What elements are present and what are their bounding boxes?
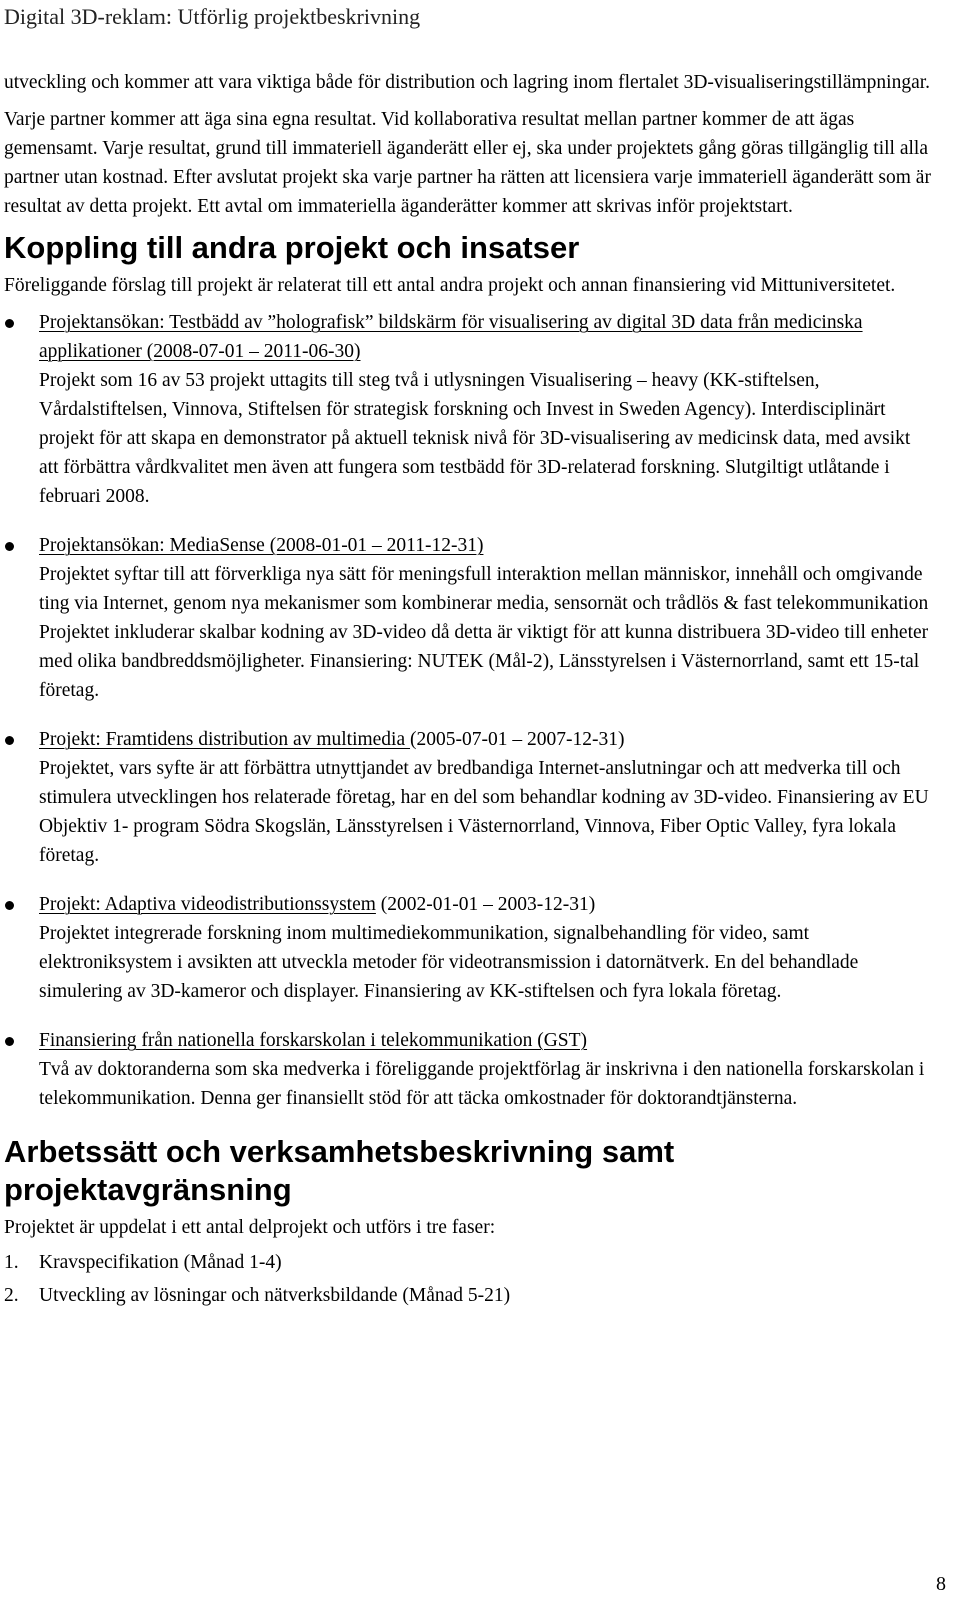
project-description: Projektet integrerade forskning inom multimediekommunikation, signalbehandling för video, samt elektroniksystem i avsikten att utveckla metoder för videotransmission i datornätverk. En del behandlade simulering av 3D-kameror och displayer. Finansiering av KK-stiftelsen och fyra lokala företag.: [39, 923, 859, 1002]
section-heading-related-projects: Koppling till andra projekt och insatser: [4, 230, 580, 265]
bullet-icon: [5, 319, 14, 328]
project-dates: (2005-07-01 – 2007-12-31): [410, 729, 625, 750]
phase-list: [4, 1248, 934, 1310]
bullet-icon: [5, 736, 14, 745]
phase-number: 2.: [4, 1285, 19, 1306]
list-item: [4, 531, 934, 705]
related-projects-list: [4, 308, 934, 1113]
project-description: Projekt som 16 av 53 projekt uttagits till steg två i utlysningen Visualisering – heavy (KK-stiftelsen, Vårdalstiftelsen, Vinnova, Stiftelsen för strategisk forskning och Invest in Sweden Agency). Interdisciplinärt projekt för att skapa en demonstrator på aktuell teknisk nivå för 3D-visualisering av medicinsk data, med avsikt att förbättra vårdkvalitet men även att fungera som testbädd för 3D-relaterad forskning. Slutgiltigt utlåtande i februari 2008.: [39, 370, 911, 507]
project-dates: (2002-01-01 – 2003-12-31): [375, 894, 596, 915]
phase-item: [4, 1248, 934, 1277]
list-item: [4, 1026, 934, 1113]
page-number: 8: [936, 1573, 946, 1595]
project-description: Projektet syftar till att förverkliga nya sätt för meningsfull interaktion mellan människor, innehåll och omgivande ting via Internet, genom nya mekanismer som kombinerar media, sensornät och trådlös & fast telekommunikation Projektet inkluderar skalbar kodning av 3D-video då detta är viktigt för att kunna distribuera 3D-video till enheter med olika bandbreddsmöjligheter. Finansiering: NUTEK (Mål-2), Länsstyrelsen i Västernorrland, samt ett 15-tal företag.: [39, 564, 929, 701]
project-description: Två av doktoranderna som ska medverka i föreliggande projektförlag är inskrivna i den nationella forskarskolan i telekommunikation. Denna ger finansiellt stöd för att täcka omkostnader för doktorandtjänsterna.: [39, 1059, 925, 1109]
project-description: Projektet, vars syfte är att förbättra utnyttjandet av bredbandiga Internet-anslutningar och att medverka till och stimulera utvecklingen hos relaterade företag, har en del som behandlar kodning av 3D-video. Finansiering av EU Objektiv 1- program Södra Skogslän, Länsstyrelsen i Västernorrland, Vinnova, Fiber Optic Valley, fyra lokala företag.: [39, 758, 929, 866]
section-heading-methodology: Arbetssätt och verksamhetsbeskrivning samt projektavgränsning: [4, 1134, 675, 1207]
intro-paragraph: utveckling och kommer att vara viktiga både för distribution och lagring inom flertalet 3D-visualiseringstillämpningar.: [4, 72, 931, 93]
rights-paragraph: Varje partner kommer att äga sina egna resultat. Vid kollaborativa resultat mellan partner kommer de att ägas gemensamt. Varje resultat, grund till immateriell äganderätt eller ej, ska under projektets gång göras tillgänglig till alla partner utan kostnad. Efter avslutat projekt ska varje partner ha rätten att licensiera varje immateriell äganderätt som är resultat av detta projekt. Ett avtal om immateriella äganderätter kommer att skrivas inför projektstart.: [4, 109, 931, 217]
bullet-icon: [5, 1037, 14, 1046]
list-item: [4, 308, 934, 511]
bullet-icon: [5, 901, 14, 910]
project-link[interactable]: Finansiering från nationella forskarskolan i telekommunikation (GST): [39, 1030, 588, 1051]
project-link[interactable]: Projektansökan: MediaSense (2008-01-01 – 2011-12-31): [39, 535, 484, 556]
project-link[interactable]: Projekt: Adaptiva videodistributionssystem: [39, 894, 376, 915]
phase-text: Kravspecifikation (Månad 1-4): [39, 1252, 282, 1273]
phase-number: 1.: [4, 1252, 19, 1273]
list-item: [4, 890, 934, 1006]
phase-text: Utveckling av lösningar och nätverksbildande (Månad 5-21): [39, 1285, 511, 1306]
methodology-intro: Projektet är uppdelat i ett antal delprojekt och utförs i tre faser:: [4, 1217, 496, 1238]
project-link[interactable]: Projektansökan: Testbädd av ”holografisk” bildskärm för visualisering av digital 3D data från medicinska applikationer (2008-07-01 – 2011-06-30): [39, 312, 863, 362]
phase-item: [4, 1281, 934, 1310]
list-item: [4, 725, 934, 870]
document-body: [4, 68, 934, 1314]
running-header: Digital 3D-reklam: Utförlig projektbeskrivning: [4, 4, 421, 29]
related-projects-intro: Föreliggande förslag till projekt är relaterat till ett antal andra projekt och annan finansiering vid Mittuniversitetet.: [4, 275, 896, 296]
bullet-icon: [5, 542, 14, 551]
project-link[interactable]: Projekt: Framtidens distribution av multimedia: [39, 729, 411, 750]
